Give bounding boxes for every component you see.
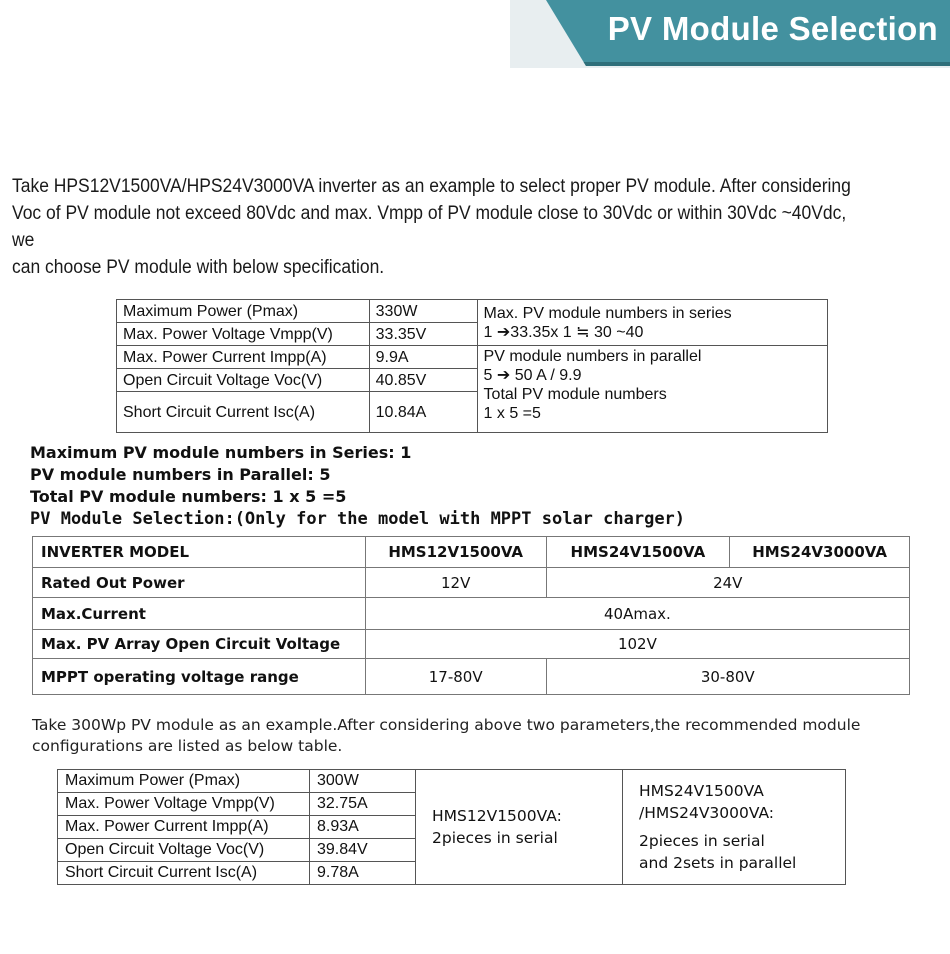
config-24v-model-alt: /HMS24V3000VA: — [639, 804, 775, 822]
spec-value: 39.84V — [310, 839, 416, 862]
spec-label: Short Circuit Current Isc(A) — [117, 392, 370, 433]
config-24v-serial: 2pieces in serial — [639, 832, 765, 850]
model-hms24v3000va: HMS24V3000VA — [730, 537, 910, 568]
spec-label: Max. Power Current Impp(A) — [117, 346, 370, 369]
spec-label: Maximum Power (Pmax) — [117, 300, 370, 323]
config-12v-cell — [416, 770, 623, 885]
rated-power-label: Rated Out Power — [33, 568, 366, 598]
config-12v-arrangement: 2pieces in serial — [432, 829, 558, 847]
summary-block — [30, 442, 411, 508]
summary-series: Maximum PV module numbers in Series: 1 — [30, 443, 412, 462]
series-calc-cell — [477, 300, 827, 346]
spec-value: 32.75A — [310, 793, 416, 816]
mppt-12v: 17-80V — [365, 659, 546, 695]
spec-label: Open Circuit Voltage Voc(V) — [58, 839, 310, 862]
total-calc: 1 x 5 =5 — [483, 405, 541, 422]
spec-label: Max. Power Voltage Vmpp(V) — [58, 793, 310, 816]
parallel-calc-cell — [477, 346, 827, 433]
rated-12v: 12V — [365, 568, 546, 598]
example-line: Take 300Wp PV module as an example.After considering above two parameters,the recommended module — [32, 716, 861, 734]
model-hms12v1500va: HMS12V1500VA — [365, 537, 546, 568]
max-current-value: 40Amax. — [365, 598, 909, 630]
page-title: PV Module Selection — [607, 10, 938, 47]
table-row — [33, 568, 910, 598]
spec-label: Max. Power Current Impp(A) — [58, 816, 310, 839]
config-12v-model: HMS12V1500VA: — [432, 807, 562, 825]
table-row — [33, 659, 910, 695]
table-row — [117, 346, 828, 369]
config-24v-model: HMS24V1500VA — [639, 782, 764, 800]
spec-value: 330W — [369, 300, 477, 323]
spec-value: 8.93A — [310, 816, 416, 839]
summary-parallel: PV module numbers in Parallel: 5 — [30, 465, 331, 484]
spec-value: 9.9A — [369, 346, 477, 369]
parallel-calc: 5 ➔ 50 A / 9.9 — [483, 367, 582, 384]
intro-paragraph — [12, 173, 858, 281]
table-row — [33, 630, 910, 659]
header-inverter-model: INVERTER MODEL — [33, 537, 366, 568]
intro-line: can choose PV module with below specification. — [12, 257, 385, 278]
table-row — [33, 537, 910, 568]
spec-value: 10.84A — [369, 392, 477, 433]
max-current-label: Max.Current — [33, 598, 366, 630]
table-row — [58, 770, 846, 793]
mppt-selection-table — [32, 536, 910, 695]
config-24v-parallel: and 2sets in parallel — [639, 854, 797, 872]
total-title: Total PV module numbers — [483, 386, 667, 403]
model-hms24v1500va: HMS24V1500VA — [546, 537, 730, 568]
spec-value: 40.85V — [369, 369, 477, 392]
spec-value: 9.78A — [310, 862, 416, 885]
pv-spec-table — [116, 299, 828, 433]
spec-label: Open Circuit Voltage Voc(V) — [117, 369, 370, 392]
series-title: Max. PV module numbers in series — [483, 304, 732, 322]
series-calc: 1 ➔33.35x 1 ≒ 30 ~40 — [483, 323, 644, 341]
parallel-title: PV module numbers in parallel — [483, 348, 702, 365]
selection-title: PV Module Selection:(Only for the model with MPPT solar charger) — [30, 509, 686, 529]
example-line: configurations are listed as below table. — [32, 737, 343, 755]
example-config-table — [57, 769, 846, 885]
intro-line: Take HPS12V1500VA/HPS24V3000VA inverter as an example to select proper PV module. After considering — [12, 176, 851, 197]
rated-24v: 24V — [546, 568, 909, 598]
spec-label: Max. Power Voltage Vmpp(V) — [117, 323, 370, 346]
intro-line: Voc of PV module not exceed 80Vdc and max. Vmpp of PV module close to 30Vdc or within 30Vdc ~40Vdc, we — [12, 203, 847, 251]
example-paragraph — [32, 715, 860, 757]
spec-value: 33.35V — [369, 323, 477, 346]
spec-label: Maximum Power (Pmax) — [58, 770, 310, 793]
mppt-label: MPPT operating voltage range — [33, 659, 366, 695]
config-24v-cell — [623, 770, 846, 885]
header-banner — [510, 0, 950, 68]
spec-value: 300W — [310, 770, 416, 793]
table-row — [33, 598, 910, 630]
spec-label: Short Circuit Current Isc(A) — [58, 862, 310, 885]
table-row — [117, 300, 828, 323]
voc-label: Max. PV Array Open Circuit Voltage — [33, 630, 366, 659]
mppt-24v: 30-80V — [546, 659, 909, 695]
voc-value: 102V — [365, 630, 909, 659]
summary-total: Total PV module numbers: 1 x 5 =5 — [30, 487, 347, 506]
